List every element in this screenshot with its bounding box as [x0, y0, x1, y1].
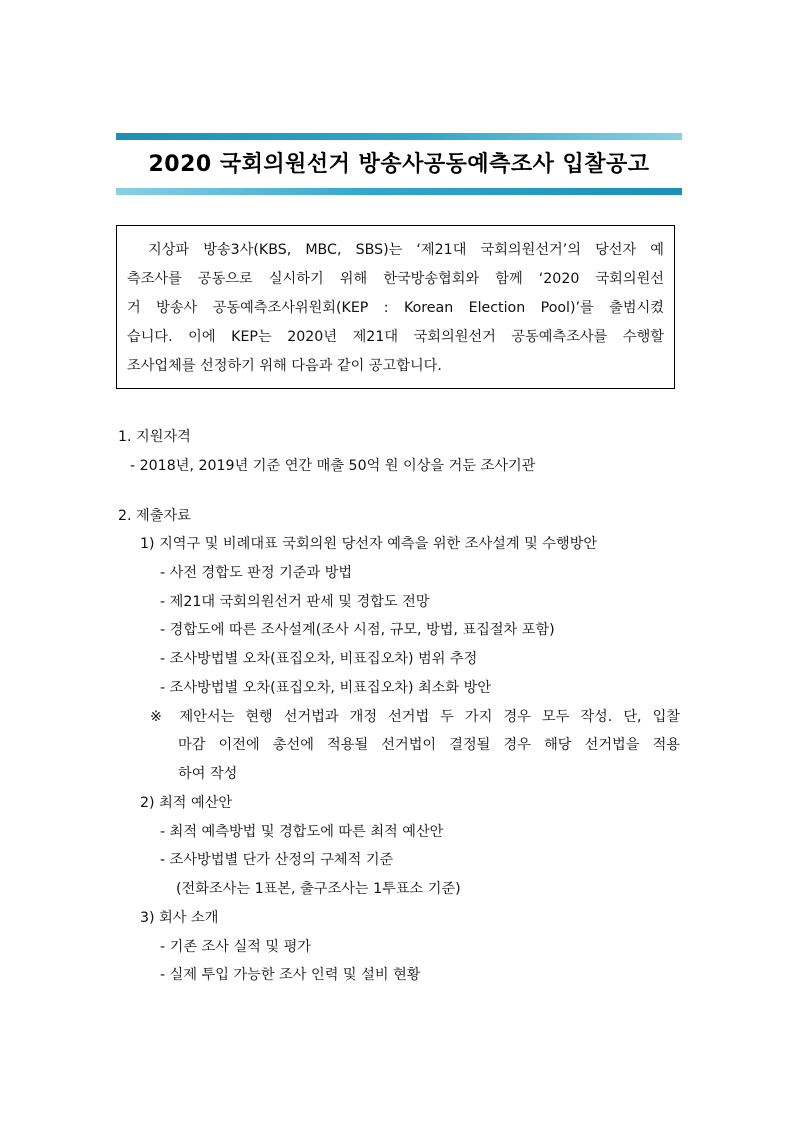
list-item: - 제21대 국회의원선거 판세 및 경합도 전망: [160, 594, 430, 610]
list-item: - 조사방법별 단가 산정의 구체적 기준: [160, 852, 394, 868]
list-item: - 사전 경합도 판정 기준과 방법: [160, 565, 353, 581]
list-item: - 기존 조사 실적 및 평가: [160, 939, 312, 955]
note-line: 하여 작성: [178, 766, 238, 782]
note-line: 마감 이전에 총선에 적용될 선거법이 결정될 경우 해당 선거법을 적용: [178, 737, 680, 753]
title-bottom-rule: [116, 188, 682, 195]
subsection-heading: 1) 지역구 및 비례대표 국회의원 당선자 예측을 위한 조사설계 및 수행방안: [140, 536, 598, 552]
subsection-heading: 2) 최적 예산안: [140, 795, 233, 811]
section-heading: 1. 지원자격: [118, 429, 191, 445]
intro-line: 조사업체를 선정하기 위해 다음과 같이 공고합니다.: [127, 358, 442, 374]
intro-line: 측조사를 공동으로 실시하기 위해 한국방송협회와 함께 ‘2020 국회의원선: [127, 271, 664, 287]
list-item-detail: (전화조사는 1표본, 출구조사는 1투표소 기준): [176, 881, 461, 897]
section-heading: 2. 제출자료: [118, 508, 191, 524]
list-item: - 실제 투입 가능한 조사 인력 및 설비 현황: [160, 967, 421, 983]
note-line: ※ 제안서는 현행 선거법과 개정 선거법 두 가지 경우 모두 작성. 단, 입찰: [150, 709, 680, 725]
list-item: - 최적 예측방법 및 경합도에 따른 최적 예산안: [160, 824, 444, 840]
subsection-heading: 3) 회사 소개: [140, 910, 219, 926]
intro-line: 거 방송사 공동예측조사위원회(KEP : Korean Election Pool)’를 출범시켰: [127, 300, 664, 316]
list-item: - 2018년, 2019년 기준 연간 매출 50억 원 이상을 거둔 조사기관: [130, 458, 536, 474]
list-item: - 경합도에 따른 조사설계(조사 시점, 규모, 방법, 표집절차 포함): [160, 622, 555, 638]
document-title: 2020 국회의원선거 방송사공동예측조사 입찰공고: [148, 152, 650, 177]
intro-line: 지상파 방송3사(KBS, MBC, SBS)는 ‘제21대 국회의원선거’의 당선자 예: [148, 242, 664, 258]
list-item: - 조사방법별 오차(표집오차, 비표집오차) 범위 추정: [160, 651, 478, 667]
intro-box: [116, 225, 675, 389]
list-item: - 조사방법별 오차(표집오차, 비표집오차) 최소화 방안: [160, 680, 492, 696]
title-top-rule: [116, 133, 682, 140]
intro-line: 습니다. 이에 KEP는 2020년 제21대 국회의원선거 공동예측조사를 수행할: [127, 329, 664, 345]
